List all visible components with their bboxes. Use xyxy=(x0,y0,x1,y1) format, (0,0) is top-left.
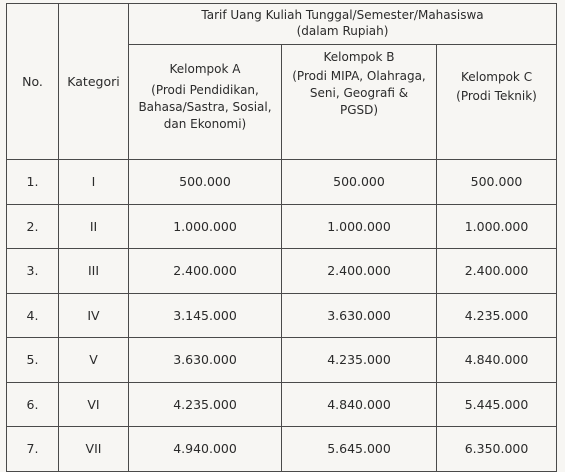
cell-kategori: IV xyxy=(59,293,129,338)
table-row xyxy=(7,249,557,294)
cell-kelompok-b: 4.840.000 xyxy=(282,382,437,427)
cell-no: 5. xyxy=(7,338,59,383)
cell-no: 6. xyxy=(7,382,59,427)
cell-kategori: VII xyxy=(59,427,129,472)
cell-kategori: II xyxy=(59,204,129,249)
cell-kelompok-b: 1.000.000 xyxy=(282,204,437,249)
cell-kategori: V xyxy=(59,338,129,383)
cell-kelompok-b: 5.645.000 xyxy=(282,427,437,472)
cell-kelompok-a: 3.145.000 xyxy=(129,293,282,338)
cell-kelompok-b: 3.630.000 xyxy=(282,293,437,338)
col-header-kelompok-b xyxy=(282,45,437,160)
cell-kelompok-c: 4.840.000 xyxy=(437,338,557,383)
tarif-unit: (dalam Rupiah) xyxy=(296,24,389,38)
table-row xyxy=(7,204,557,249)
table-row xyxy=(7,293,557,338)
table-row xyxy=(7,427,557,472)
cell-kelompok-c: 4.235.000 xyxy=(437,293,557,338)
cell-kelompok-a: 3.630.000 xyxy=(129,338,282,383)
cell-kelompok-a: 2.400.000 xyxy=(129,249,282,294)
header-row-top xyxy=(7,4,557,45)
cell-no: 3. xyxy=(7,249,59,294)
col-header-kategori: Kategori xyxy=(59,4,129,160)
group-name: Kelompok A xyxy=(169,62,241,76)
cell-no: 2. xyxy=(7,204,59,249)
cell-no: 4. xyxy=(7,293,59,338)
cell-kelompok-b: 2.400.000 xyxy=(282,249,437,294)
cell-kelompok-b: 500.000 xyxy=(282,160,437,205)
tarif-title: Tarif Uang Kuliah Tunggal/Semester/Mahasiswa xyxy=(201,8,484,22)
cell-kelompok-c: 5.445.000 xyxy=(437,382,557,427)
col-header-kelompok-a xyxy=(129,45,282,160)
table-row xyxy=(7,382,557,427)
col-header-no: No. xyxy=(7,4,59,160)
cell-kategori: III xyxy=(59,249,129,294)
table-row xyxy=(7,160,557,205)
cell-no: 1. xyxy=(7,160,59,205)
cell-kelompok-c: 2.400.000 xyxy=(437,249,557,294)
table-row xyxy=(7,338,557,383)
cell-kategori: I xyxy=(59,160,129,205)
group-desc: (Prodi Pendidikan, Bahasa/Sastra, Sosial, dan Ekonomi) xyxy=(138,83,272,131)
group-desc: (Prodi Teknik) xyxy=(456,89,537,103)
cell-kelompok-b: 4.235.000 xyxy=(282,338,437,383)
group-name: Kelompok B xyxy=(323,50,395,64)
col-header-tarif xyxy=(129,4,557,45)
group-name: Kelompok C xyxy=(460,70,533,84)
col-header-kelompok-c xyxy=(437,45,557,160)
tuition-table xyxy=(6,3,557,472)
cell-no: 7. xyxy=(7,427,59,472)
cell-kelompok-c: 6.350.000 xyxy=(437,427,557,472)
cell-kelompok-a: 500.000 xyxy=(129,160,282,205)
cell-kelompok-c: 500.000 xyxy=(437,160,557,205)
cell-kelompok-c: 1.000.000 xyxy=(437,204,557,249)
cell-kelompok-a: 1.000.000 xyxy=(129,204,282,249)
cell-kategori: VI xyxy=(59,382,129,427)
group-desc: (Prodi MIPA, Olahraga, Seni, Geografi & PGSD) xyxy=(292,69,426,117)
cell-kelompok-a: 4.940.000 xyxy=(129,427,282,472)
cell-kelompok-a: 4.235.000 xyxy=(129,382,282,427)
